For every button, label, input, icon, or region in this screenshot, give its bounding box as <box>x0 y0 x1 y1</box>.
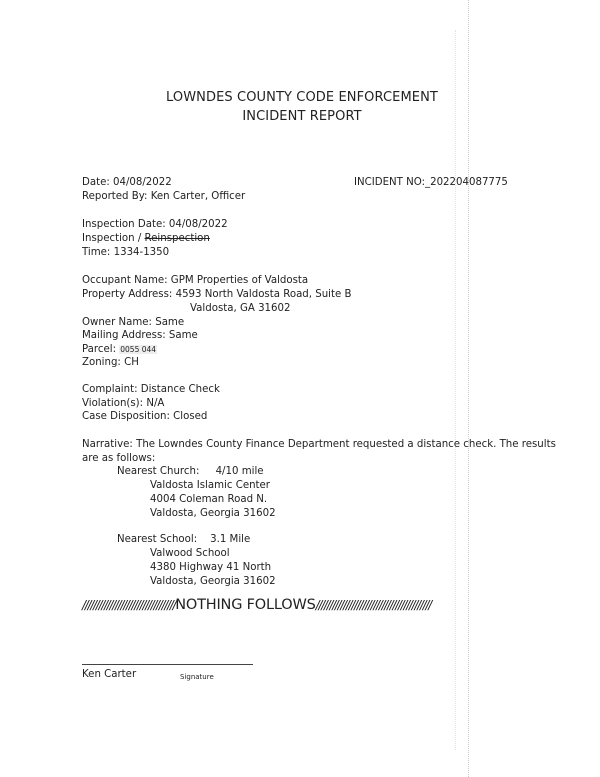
school-city: Valdosta, Georgia 31602 <box>150 576 276 587</box>
nearest-church: Nearest Church: 4/10 mile <box>117 466 264 477</box>
document-title: LOWNDES COUNTY CODE ENFORCEMENT <box>166 90 438 105</box>
inspection-label: Inspection / <box>82 233 145 244</box>
incident-number: INCIDENT NO:_202204087775 <box>354 177 508 188</box>
scan-fold-mark <box>455 30 457 750</box>
church-name: Valdosta Islamic Center <box>150 480 271 491</box>
narrative-line-1: Narrative: The Lowndes County Finance Department requested a distance check. The results <box>82 439 556 450</box>
inspection-time: Time: 1334-1350 <box>82 247 170 258</box>
slash-divider-right: ////////////////////////////////////////// <box>315 598 431 612</box>
owner-name: Owner Name: Same <box>82 317 185 328</box>
inspection-type <box>82 233 210 245</box>
slash-divider-left: ////////////////////////////////// <box>82 598 176 612</box>
church-street: 4004 Coleman Road N. <box>150 494 268 505</box>
signature-label: Signature <box>180 673 214 681</box>
mailing-address: Mailing Address: Same <box>82 330 198 341</box>
property-address: Property Address: 4593 North Valdosta Road, Suite B <box>82 289 352 300</box>
narrative-line-2: are as follows: <box>82 453 156 464</box>
occupant-name: Occupant Name: GPM Properties of Valdosta <box>82 275 309 286</box>
school-name: Valwood School <box>150 548 230 559</box>
inspection-date: Inspection Date: 04/08/2022 <box>82 219 228 230</box>
nearest-school: Nearest School: 3.1 Mile <box>117 534 251 545</box>
signature-line <box>82 664 253 665</box>
report-date: Date: 04/08/2022 <box>82 177 172 188</box>
parcel <box>82 344 157 356</box>
complaint: Complaint: Distance Check <box>82 384 220 395</box>
nothing-follows-line <box>82 597 431 613</box>
reported-by: Reported By: Ken Carter, Officer <box>82 191 246 202</box>
school-street: 4380 Highway 41 North <box>150 562 272 573</box>
violations: Violation(s): N/A <box>82 398 165 409</box>
reinspection-struck: Reinspection <box>144 233 210 244</box>
property-city: Valdosta, GA 31602 <box>190 303 291 314</box>
zoning: Zoning: CH <box>82 357 139 368</box>
church-city: Valdosta, Georgia 31602 <box>150 508 276 519</box>
officer-name: Ken Carter <box>82 669 137 680</box>
parcel-label: Parcel: <box>82 344 120 355</box>
case-disposition: Case Disposition: Closed <box>82 411 208 422</box>
nothing-follows-text: NOTHING FOLLOWS <box>175 597 316 613</box>
parcel-number: 0055 044 <box>120 345 157 354</box>
document-subtitle: INCIDENT REPORT <box>242 109 362 124</box>
